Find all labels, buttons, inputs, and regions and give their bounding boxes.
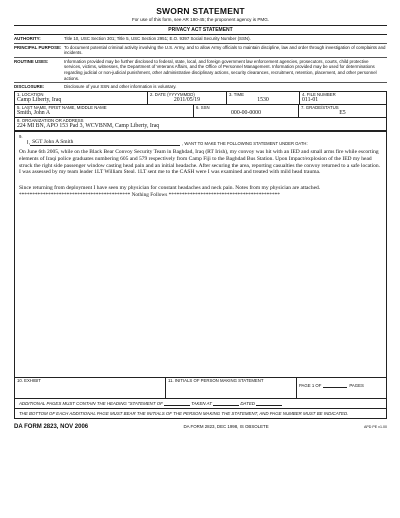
statement-body[interactable] xyxy=(14,131,387,377)
location-label: 1. LOCATION xyxy=(17,91,44,97)
initials-cell[interactable] xyxy=(165,378,296,398)
date-value: 2011/05/19 xyxy=(173,96,201,103)
organization-value: 224 MI BN, APO 153 Pad 3, WCVBNM, Camp Liberty, Iraq xyxy=(17,122,160,129)
exhibit-label: 10. EXHIBIT xyxy=(17,377,41,383)
page-label: PAGE 1 OF xyxy=(299,382,322,388)
form-id: DA FORM 2823, NOV 2006 xyxy=(14,424,89,431)
ssn-cell[interactable] xyxy=(193,105,298,117)
version-label: APD PE v1.00 xyxy=(364,425,387,430)
organization-label: 8. ORGANIZATION OR ADDRESS xyxy=(17,117,84,123)
exhibit-cell[interactable] xyxy=(15,378,165,398)
grade-cell[interactable] xyxy=(298,105,386,117)
ssn-value: 000-00-0000 xyxy=(231,109,261,116)
exhibit-initials-row xyxy=(15,378,386,398)
nothing-follows-text: Nothing Follows xyxy=(131,192,168,199)
routine-uses-row xyxy=(14,57,387,82)
identification-grid xyxy=(14,91,387,131)
time-label: 3. TIME xyxy=(229,91,244,97)
form-subtitle: For use of this form, see AR 190-45; the proponent agency is PMG. xyxy=(131,17,270,22)
page-count-cell xyxy=(296,378,386,398)
oath-line xyxy=(15,132,386,139)
form-title: SWORN STATEMENT xyxy=(156,6,245,16)
file-number-value: 011-01 xyxy=(302,96,319,103)
pages-label: PAGES xyxy=(349,382,364,388)
page-total-field[interactable] xyxy=(323,383,347,388)
declarant-prefix: I, xyxy=(27,139,31,146)
authority-label: AUTHORITY: xyxy=(14,36,41,41)
privacy-act-heading: PRIVACY ACT STATEMENT xyxy=(14,25,387,35)
name-cell[interactable] xyxy=(15,105,193,117)
obsolete-notice: DA FORM 2823, DEC 1998, IS OBSOLETE xyxy=(183,424,269,430)
privacy-act-section xyxy=(14,35,387,91)
statement-of-blank[interactable] xyxy=(164,401,190,406)
item-9-number: 9. xyxy=(19,133,23,139)
note-heading-text: ADDITIONAL PAGES MUST CONTAIN THE HEADING "STATEMENT OF xyxy=(19,400,163,406)
statement-paragraph-1: On June 6th 2005, while on the Black Bear Convoy Security Team in Baghdad, Iraq (RT Irish), my convoy was hit with an IED and small arms fire while escorting elements of Iraqi police graduates numbering 605 and 579 respectively from Camp Fiji to the Baghdad Bus Station. Upon Impact/explosion of the IED my head struck the right side passenger window casting head pain and an initial headache. After securing the area, reporting casualties the convoy returned to a safe location. I was assessed by my team leader 1LT William Steal. 1LT sent me to the CASH were I was examined and treated with mild head trauma. xyxy=(19,148,381,176)
file-number-label: 4. FILE NUMBER xyxy=(302,91,336,97)
date-cell[interactable] xyxy=(147,92,226,104)
initials-label: 11. INITIALS OF PERSON MAKING STATEMENT xyxy=(168,377,264,383)
grid-row-2 xyxy=(15,104,386,117)
note-dated: DATED xyxy=(240,400,255,406)
name-label: 5. LAST NAME, FIRST NAME, MIDDLE NAME xyxy=(17,104,107,110)
stars-right: ****************************************** xyxy=(168,192,280,199)
page-counter xyxy=(299,378,384,388)
ssn-label: 6. SSN xyxy=(196,104,210,110)
grade-value: E5 xyxy=(339,109,346,116)
declarant-name[interactable]: SGT John A Smith xyxy=(30,139,180,146)
time-value: 1530 xyxy=(257,96,269,103)
grade-label: 7. GRADE/STATUS xyxy=(301,104,339,110)
sworn-statement-form xyxy=(14,6,387,430)
location-cell[interactable] xyxy=(15,92,147,104)
initials-note: THE BOTTOM OF EACH ADDITIONAL PAGE MUST BEAR THE INITIALS OF THE PERSON MAKING THE STATEMENT, AND PAGE NUMBER MUST BE INDICATED. xyxy=(15,408,386,418)
grid-row-3 xyxy=(15,117,386,130)
additional-pages-note xyxy=(15,398,386,408)
disclosure-text: Disclosure of your SSN and other information is voluntary. xyxy=(64,84,177,90)
purpose-label: PRINCIPAL PURPOSE: xyxy=(14,44,62,50)
purpose-row xyxy=(14,43,387,57)
routine-uses-label: ROUTINE USES: xyxy=(14,58,49,64)
routine-uses-text: Information provided may be further disclosed to federal, state, local, and foreign government law enforcement agencies, prosecutors, courts, child protective services, victims, witnesses, the Department of Veterans Affairs, and the Office of Personnel Management. Information provided may be used for determinations regarding judicial or non-judicial punishment, other administrative disciplinary actions, security clearances, recruitment, retention, placement, and other personnel actions. xyxy=(64,58,377,81)
dated-blank[interactable] xyxy=(256,401,282,406)
location-value: Camp Liberty, Iraq xyxy=(17,96,62,103)
organization-cell[interactable] xyxy=(15,118,386,130)
purpose-text: To document potential criminal activity involving the U.S. Army, and to allow Army officials to maintain discipline, law and order through investigation of complaints and incidents. xyxy=(64,44,386,56)
file-number-cell[interactable] xyxy=(299,92,386,104)
statement-paragraph-2: Since returning from deployment I have seen my physician for constant headaches and neck pain. Notes from my physician are attached. xyxy=(19,185,321,192)
nothing-follows-line xyxy=(15,192,386,198)
form-bottom xyxy=(14,377,387,419)
time-cell[interactable] xyxy=(226,92,299,104)
authority-text: Title 10, USC Section 301; Title 5, USC Section 2951; E.O. 9397 Social Security Number (SSN). xyxy=(64,36,251,41)
note-taken-at: TAKEN AT xyxy=(191,400,212,406)
authority-row xyxy=(14,35,387,43)
disclosure-label: DISCLOSURE: xyxy=(14,84,45,90)
taken-at-blank[interactable] xyxy=(213,401,239,406)
name-value: Smith, John A xyxy=(17,109,51,116)
form-footer xyxy=(14,424,387,430)
oath-text: , WANT TO MAKE THE FOLLOWING STATEMENT UNDER OATH: xyxy=(182,140,308,146)
date-label: 2. DATE (YYYYMMDD) xyxy=(150,91,195,97)
disclosure-row xyxy=(14,82,387,91)
grid-row-1 xyxy=(15,92,386,104)
declarant-line xyxy=(15,139,386,146)
stars-left: ****************************************** xyxy=(19,192,131,199)
